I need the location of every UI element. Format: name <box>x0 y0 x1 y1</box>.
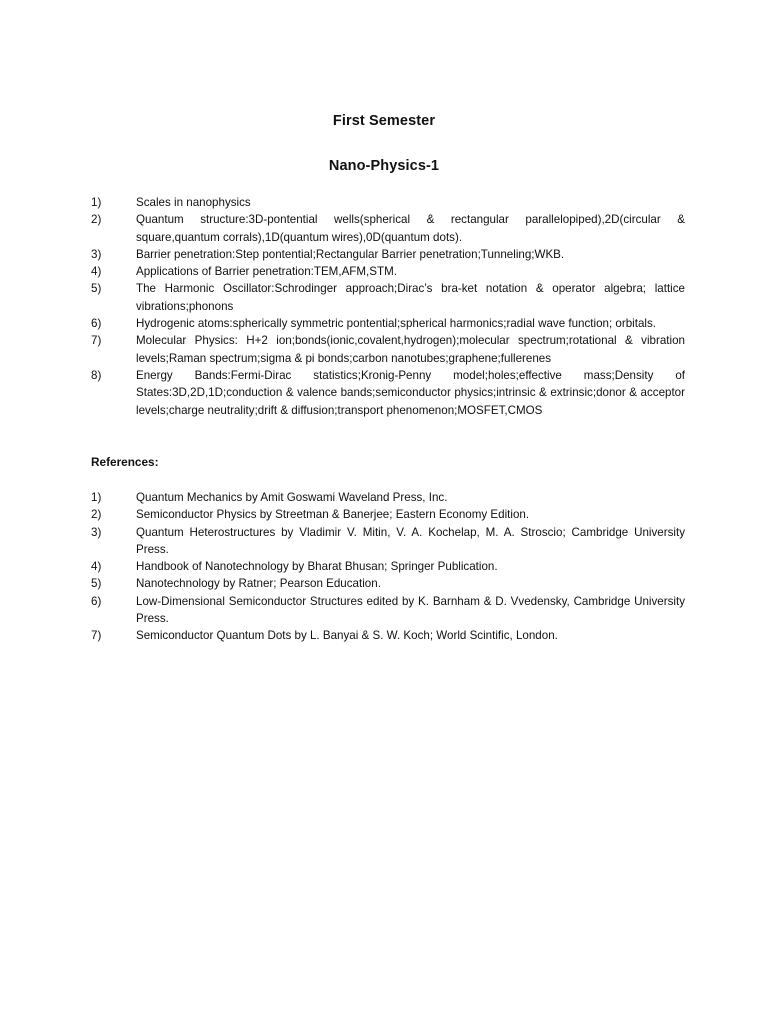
topic-text: Quantum structure:3D-pontential wells(spherical & rectangular parallelopiped),2D(circular & square,quantum corrals),1D(quantum wires),0D(quantum dots). <box>136 213 685 244</box>
reference-text: Quantum Mechanics by Amit Goswami Waveland Press, Inc. <box>136 491 448 504</box>
topic-item <box>91 246 685 263</box>
topic-item <box>91 280 685 315</box>
reference-text: Semiconductor Physics by Streetman & Banerjee; Eastern Economy Edition. <box>136 508 530 522</box>
topic-item <box>91 315 685 332</box>
topic-text: Molecular Physics: H+2 ion;bonds(ionic,covalent,hydrogen);molecular spectrum;rotational & vibration levels;Raman spectrum;sigma & pi bonds;carbon nanotubes;graphene;fullerenes <box>136 334 685 365</box>
topic-text: Hydrogenic atoms:spherically symmetric pontential;spherical harmonics;radial wave function; orbitals. <box>136 317 657 331</box>
reference-item <box>91 506 685 523</box>
topics-list <box>91 194 685 419</box>
subject-title: Nano-Physics-1 <box>328 158 440 174</box>
reference-text: Low-Dimensional Semiconductor Structures edited by K. Barnham & D. Vvedensky, Cambridge University Press. <box>136 594 685 626</box>
topic-text: Scales in nanophysics <box>136 196 251 209</box>
topic-text: The Harmonic Oscillator:Schrodinger approach;Dirac’s bra-ket notation & operator algebra; lattice vibrations;phonons <box>136 282 685 313</box>
topic-text: Energy Bands:Fermi-Dirac statistics;Kronig-Penny model;holes;effective mass;Density of States:3D,2D,1D;conduction & valence bands;semiconductor physics;intrinsic & extrinsic;donor & acceptor levels;charge neutrality;drift & diffusion;transport phenomenon;MOSFET,CMOS <box>136 368 685 417</box>
reference-number: 4) <box>91 560 102 574</box>
reference-number: 6) <box>91 594 102 608</box>
references-list <box>91 489 685 645</box>
reference-item <box>91 593 685 628</box>
topic-number: 1) <box>91 196 102 209</box>
topic-number: 2) <box>91 213 102 227</box>
topic-text: Barrier penetration:Step pontential;Rectangular Barrier penetration;Tunneling;WKB. <box>136 247 565 261</box>
topic-number: 6) <box>91 317 102 331</box>
topic-number: 8) <box>91 368 102 382</box>
topic-number: 5) <box>91 282 102 296</box>
reference-text: Nanotechnology by Ratner; Pearson Education. <box>136 577 381 591</box>
reference-text: Handbook of Nanotechnology by Bharat Bhusan; Springer Publication. <box>136 560 498 574</box>
topic-item <box>91 194 685 211</box>
topic-item <box>91 332 685 367</box>
topic-text: Applications of Barrier penetration:TEM,AFM,STM. <box>136 265 397 279</box>
reference-text: Quantum Heterostructures by Vladimir V. Mitin, V. A. Kochelap, M. A. Stroscio; Cambridge University Press. <box>136 525 685 556</box>
reference-item <box>91 489 685 506</box>
semester-heading: First Semester <box>332 113 436 129</box>
topic-item <box>91 367 685 419</box>
topic-number: 4) <box>91 265 102 279</box>
reference-number: 7) <box>91 629 102 643</box>
reference-item <box>91 524 685 559</box>
reference-number: 3) <box>91 525 102 539</box>
reference-number: 2) <box>91 508 102 522</box>
reference-text: Semiconductor Quantum Dots by L. Banyai & S. W. Koch; World Scintific, London. <box>136 629 558 643</box>
topic-item <box>91 211 685 246</box>
references-heading: References: <box>91 455 159 469</box>
topic-item <box>91 263 685 280</box>
reference-item <box>91 575 685 592</box>
reference-number: 1) <box>91 491 102 504</box>
reference-number: 5) <box>91 577 102 591</box>
reference-item <box>91 558 685 575</box>
topic-number: 3) <box>91 247 102 261</box>
topic-number: 7) <box>91 334 102 348</box>
reference-item <box>91 627 685 644</box>
